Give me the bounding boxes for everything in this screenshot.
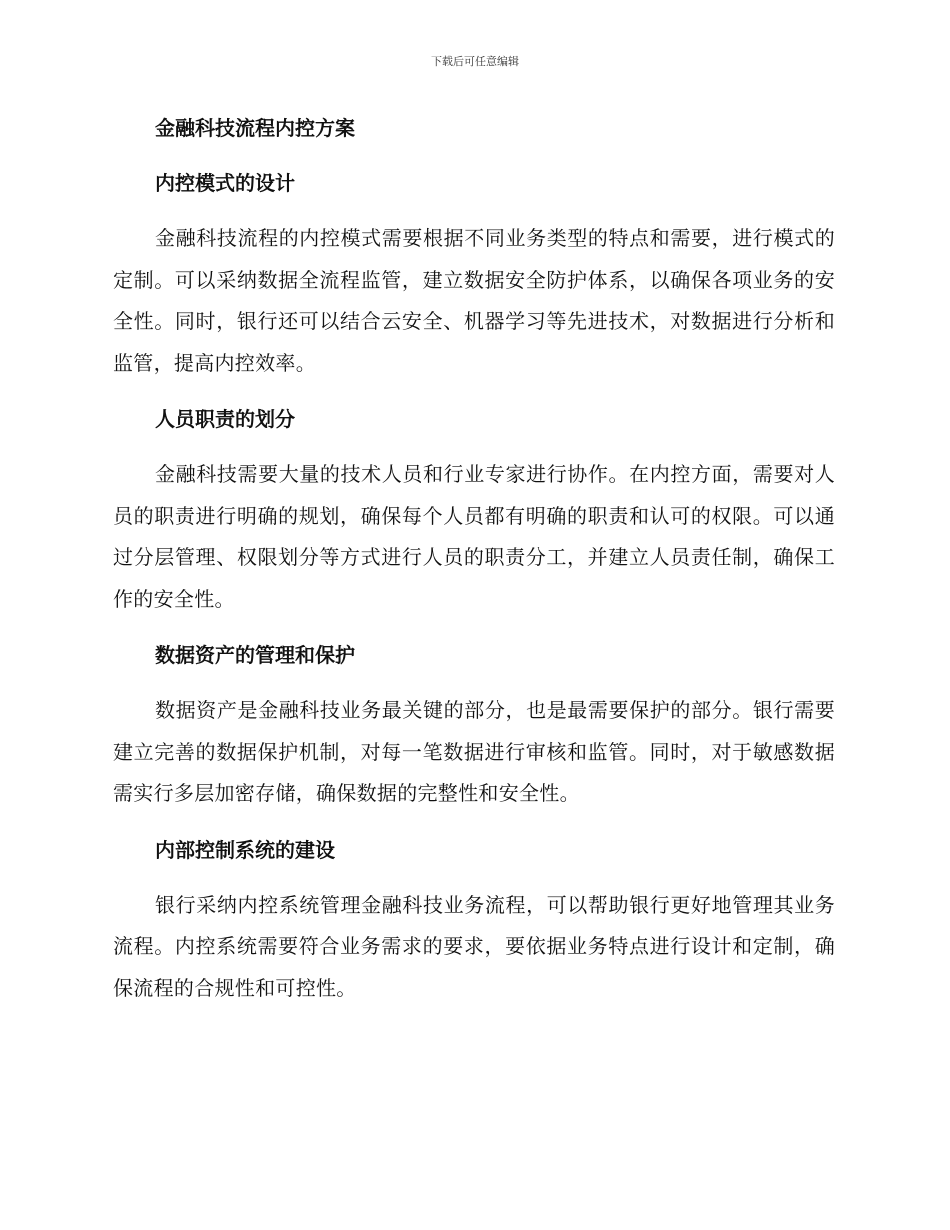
page-header-note: 下载后可任意编辑 xyxy=(431,55,519,68)
section-paragraph-control-system: 银行采纳内控系统管理金融科技业务流程，可以帮助银行更好地管理其业务流程。内控系统需要符合业务需求的要求，要依据业务特点进行设计和定制，确保流程的合规性和可控性。 xyxy=(113,892,835,1000)
document-body xyxy=(113,108,835,1024)
section-heading-control-model: 内控模式的设计 xyxy=(155,171,295,195)
section-paragraph-control-model: 金融科技流程的内控模式需要根据不同业务类型的特点和需要，进行模式的定制。可以采纳数据全流程监管，建立数据安全防护体系，以确保各项业务的安全性。同时，银行还可以结合云安全、机器学习等先进技术，对数据进行分析和监管，提高内控效率。 xyxy=(113,226,835,375)
document-title: 金融科技流程内控方案 xyxy=(155,116,355,140)
section-paragraph-data-assets: 数据资产是金融科技业务最关键的部分，也是最需要保护的部分。银行需要建立完善的数据保护机制，对每一笔数据进行审核和监管。同时，对于敏感数据需实行多层加密存储，确保数据的完整性和安全性。 xyxy=(113,698,835,805)
section-paragraph-staff-duties: 金融科技需要大量的技术人员和行业专家进行协作。在内控方面，需要对人员的职责进行明确的规划，确保每个人员都有明确的职责和认可的权限。可以通过分层管理、权限划分等方式进行人员的职责分工，并建立人员责任制，确保工作的安全性。 xyxy=(113,462,835,611)
section-heading-staff-duties: 人员职责的划分 xyxy=(155,407,295,431)
section-heading-control-system: 内部控制系统的建设 xyxy=(155,837,335,862)
section-heading-data-assets: 数据资产的管理和保护 xyxy=(155,643,355,667)
